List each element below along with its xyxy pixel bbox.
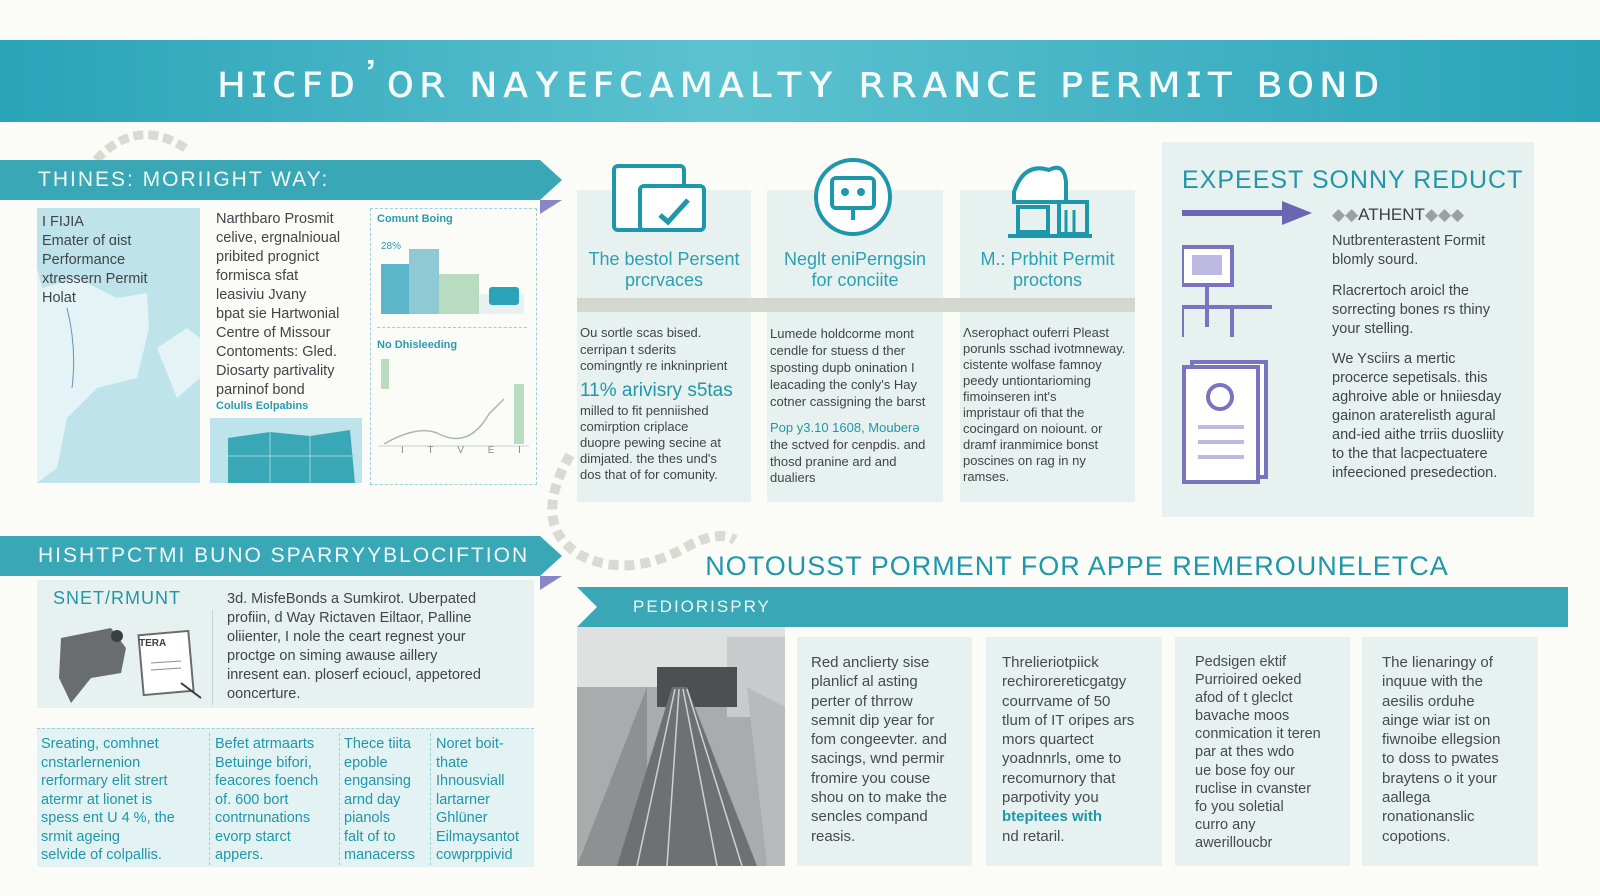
detail-table bbox=[37, 728, 534, 867]
doc-label: TERA bbox=[139, 638, 167, 649]
section-heading: THINES: MORIIGHT WAY: bbox=[38, 168, 330, 191]
dotted-arc-decoration bbox=[88, 120, 198, 165]
info-card bbox=[1175, 637, 1350, 866]
chart1-graphic bbox=[379, 239, 529, 319]
table-cell: Sreating, comhnet cnstarlernenion rerformary elit strert atermr at lionet is spess ent U 4 %, the srmit ageing selvide of colpallis. bbox=[41, 736, 175, 863]
map-document-icon bbox=[51, 618, 221, 703]
info-card-text: Threlieriotpiick rechirorereticgatgy courrvame of 50 tlum of IT oripes ars mors quartect yoadnnrls, ome to recomurnory that parpotivity you bbox=[1002, 654, 1135, 807]
bottom-ribbon-label: PEDIORISPRY bbox=[633, 597, 771, 616]
bond-panel bbox=[37, 580, 534, 708]
section-heading: HISHTPCTMI BUNO SPARRYYBLOCIFTION bbox=[38, 544, 530, 567]
right-text: Rlacrertoch aroicl the sorrecting bones rs thiny your stelling. bbox=[1332, 283, 1490, 337]
info-card-text-end: nd retaril. bbox=[1002, 828, 1065, 845]
title-banner bbox=[0, 40, 1600, 122]
process-stat: 11% arivisry s5tas bbox=[580, 380, 733, 401]
map-panel bbox=[37, 208, 200, 483]
factory-icon bbox=[1004, 152, 1094, 240]
page-title: ʜɪcꜰᴅ᾿ᴏʀ ɴᴀʏᴇꜰᴄᴀᴍᴀʟᴛʏ ʀʀᴀɴᴄᴇ ᴘᴇʀᴍɪᴛ ʙᴏɴᴅ bbox=[216, 54, 1384, 108]
railway-photo bbox=[577, 627, 785, 866]
right-heading: EXPEEST SONNY REDUCT bbox=[1182, 166, 1524, 194]
info-card bbox=[1362, 637, 1538, 866]
map-label: I FIJIA Emater of ɑist Performance xtressern Permit Holat bbox=[42, 214, 148, 306]
badge-row: ◆◆ATHENT◆◆◆ bbox=[1332, 205, 1465, 224]
divider-bar bbox=[577, 298, 1135, 312]
badge-label: ATHENT bbox=[1358, 205, 1425, 224]
chart2-panel bbox=[210, 418, 362, 483]
chart2-title: Colulls Eolpabins bbox=[216, 400, 309, 412]
chart1-percent: 28% bbox=[381, 241, 402, 252]
table-cell: Thece tiita epoble engansing arnd day pianols falt of to manacerss bbox=[344, 736, 415, 863]
section-ribbon-left-mid bbox=[0, 536, 540, 576]
process-text: Ʌserophact ouferri Pleast porunls sschad ivotmneway. cistente wolfase famnoy peedy untiontarioming fimoinseren int's impristaur ofi that the cocingard on noiount. or dramf iranmimice bonst poscines on rag in ny ramses. bbox=[963, 325, 1126, 484]
chart3-ticks: I T V E I bbox=[401, 445, 521, 456]
chart-panel bbox=[370, 208, 537, 485]
right-text: We Ysciirs a mertic procerce sepetisals. this aghroive able or hniiesday gainon araterelisth agural and-ied aithe trriis duosliity to the that lacpectuatere infeecioned presedection. bbox=[1332, 351, 1504, 481]
process-flow-icon bbox=[1182, 197, 1332, 497]
process-text: Ou sortle scas bised. cerripan t sderits comingntly re inkninprient bbox=[580, 325, 728, 373]
process-text: Lumede holdcorme mont cendle for stuess d ther sposting dupb onination I leacading the conly's Hay cotner cassigning the barst bbox=[770, 326, 926, 409]
right-panel bbox=[1162, 142, 1534, 517]
process-text: milled to fit penniished comirption criplace duopre pewing secine at dimjated. the thes und's dos that of for comunity. bbox=[580, 403, 721, 482]
process-text: the sctved for cenpdis. and thosd pranine ard and dualiers bbox=[770, 437, 926, 485]
info-card-highlight: btepitees with bbox=[1002, 808, 1103, 825]
bond-subheading: SNET/RMUNT bbox=[53, 588, 181, 608]
intro-text: Narthbaro Prosmit celive, ergnalnioual pribited prognict formisca sfat leasiviu Jvany bpat sie Hartwonial Centre of Missour Contoments: Gled. Diosarty partivality parninof bond bbox=[216, 211, 341, 398]
process-title: M.: Prbhit Permit proctons bbox=[980, 249, 1115, 290]
bottom-ribbon bbox=[577, 587, 1568, 627]
section-ribbon-left-top bbox=[0, 160, 540, 200]
info-card bbox=[797, 637, 972, 866]
info-card-text: Red anclierty sise planlicf al asting perter of thrrow semnit dip year for fom congeevter. and sacings, wnd permir fromire you couse shou on to make the sencles compand reasis. bbox=[811, 654, 947, 845]
chart1-title: Comunt Boing bbox=[377, 213, 453, 225]
monitor-circle-icon bbox=[812, 156, 894, 238]
info-card-text: The lienaringy of inquue with the aesilis orduhe ainge wiar ist on fiwnoibe ellegsion to doss to pwates braytens o it your aallega ronationanslic copotions. bbox=[1382, 654, 1501, 845]
table-cell: Befet atrmaarts Betuinge bifori, feacores foench of. 600 bort contrnunations evorp starct appers. bbox=[215, 736, 319, 863]
process-stat: Pop y3.10 1608, Mouberə bbox=[770, 420, 920, 435]
bottom-heading: NOTOUSST PORMENT FOR APPE REMEROUNELETCA bbox=[705, 551, 1449, 581]
chart3-title: No Dhisleeding bbox=[377, 339, 458, 351]
process-title: Neglt eniPerngsin for conciite bbox=[783, 249, 927, 290]
info-card bbox=[986, 637, 1162, 866]
bond-text: 3d. MisfeBonds a Sumkirot. Uberpated profiin, d Way Rictaven Eiltaor, Palline oliienter, I nole the ceart regnest your proctge on siming awause aillery inresent ean. ploserf ecioucl, appetored ooncerture. bbox=[227, 591, 481, 702]
table-cell: Noret boit- thate Ihnousviall lartarner Ghlüner Eilmaysantot cowprppivid bbox=[436, 736, 520, 863]
process-title: The bestol Persent prcrvaces bbox=[588, 249, 740, 290]
right-text: Nutbrenterastent Formit blomly sourd. bbox=[1332, 233, 1486, 268]
chart2-graphic bbox=[210, 418, 362, 483]
info-card-text: Pedsigen ektif Purrioired oeked afod of t gleclct bavache moos conmication it teren par at thes wdo ue bose foy our ruclise in cvanster fo you soletial curro any awerilloucbr bbox=[1195, 654, 1321, 851]
folder-check-icon bbox=[610, 160, 710, 236]
